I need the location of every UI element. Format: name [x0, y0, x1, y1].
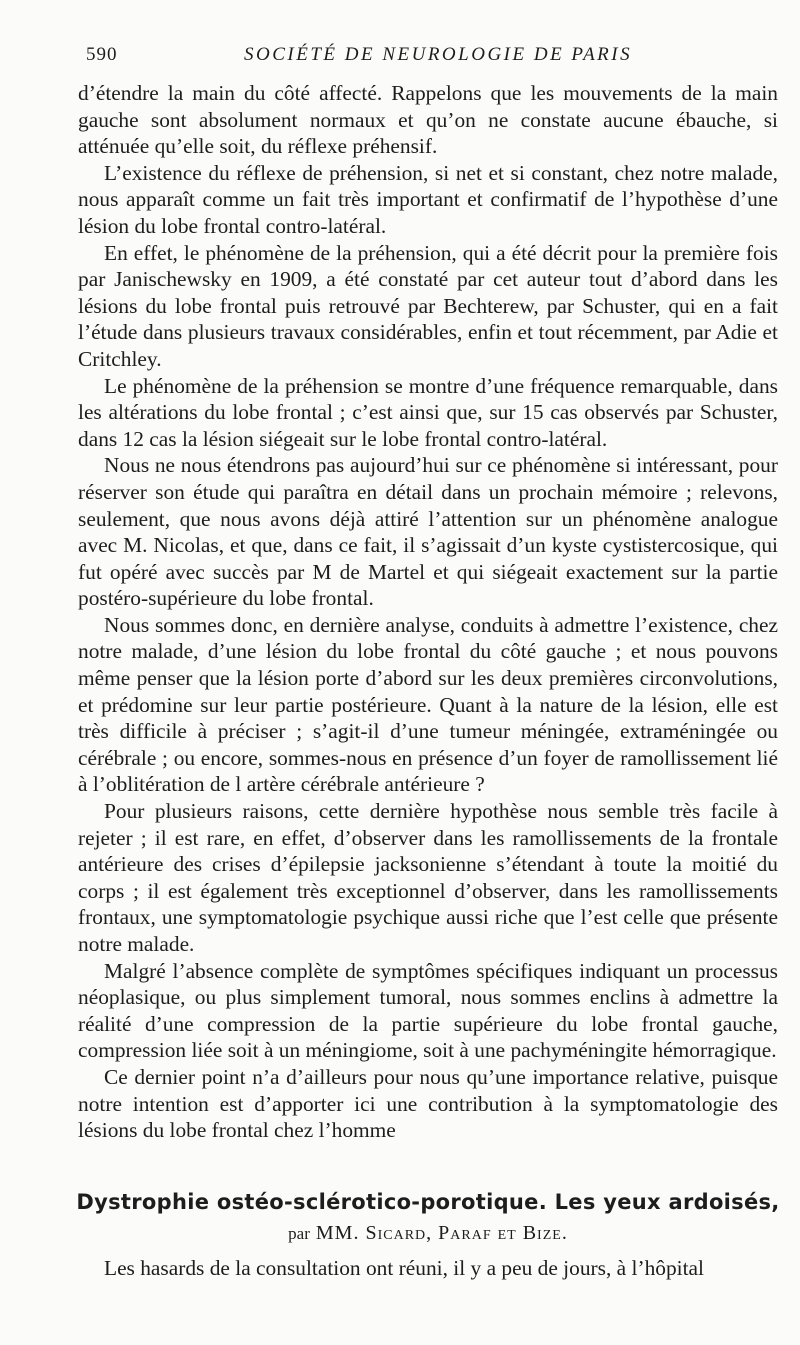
paragraph: L’existence du réflexe de préhension, si net et si constant, chez notre malade, nous apparaît comme un fait très important et confirmatif de l’hypothèse d’une lésion du lobe frontal contro-latéral. [78, 160, 778, 238]
paragraph: En effet, le phénomène de la préhension, qui a été décrit pour la première fois par Janischewsky en 1909, a été constaté par cet auteur tout d’abord dans les lésions du lobe frontal puis retrouvé par Bechterew, par Schuster, qui en a fait l’étude dans plusieurs travaux considérables, enfin et tout récemment, par Adie et Critchley. [78, 240, 778, 371]
paragraph: Le phénomène de la préhension se montre d’une fréquence remarquable, dans les altérations du lobe frontal ; c’est ainsi que, sur 15 cas observés par Schuster, dans 12 cas la lésion siégeait sur le lobe frontal contro-latéral. [78, 373, 778, 451]
paragraph: Nous sommes donc, en dernière analyse, conduits à admettre l’existence, chez notre malade, d’une lésion du lobe frontal du côté gauche ; et nous pouvons même penser que la lésion porte d’abord sur les deux premières circonvolutions, et prédomine sur leur partie postérieure. Quant à la nature de la lésion, elle est très difficile à préciser ; s’agit-il d’une tumeur méningée, extraméningée ou cérébrale ; ou encore, sommes-nous en présence d’un foyer de ramollissement lié à l’oblitération de l artère cérébrale antérieure ? [78, 612, 778, 797]
article-first-line: Les hasards de la consultation ont réuni, il y a peu de jours, à l’hôpital [104, 1256, 704, 1280]
paragraph: Ce dernier point n’a d’ailleurs pour nous qu’une importance relative, puisque notre intention est d’apporter ici une contribution à la symptomatologie des lésions du lobe frontal chez l’homme [78, 1064, 778, 1143]
article-authors [78, 1222, 778, 1245]
authors-names: MM. Sicard, Paraf et Bize. [315, 1222, 568, 1244]
paragraph: Malgré l’absence complète de symptômes spécifiques indiquant un processus néoplasique, ou plus simplement tumoral, nous sommes enclins à admettre la réalité d’une compression de la partie supérieure du lobe frontal gauche, compression liée soit à un méningiome, soit à une pachyméningite hémorragique. [78, 958, 778, 1063]
page-header [86, 44, 756, 68]
page-number: 590 [86, 44, 118, 65]
paragraph: Nous ne nous étendrons pas aujourd’hui sur ce phénomène si intéressant, pour réserver son étude qui paraîtra en détail dans un prochain mémoire ; relevons, seulement, que nous avons déjà attiré l’attention sur un phénomène analogue avec M. Nicolas, et que, dans ce fait, il s’agissait d’un kyste cystistercosique, qui fut opéré avec succès par M de Martel et qui siégeait exactement sur la partie postéro-supérieure du lobe frontal. [78, 453, 778, 611]
authors-prefix: par [288, 1224, 310, 1243]
body-text [78, 80, 778, 1144]
article-title: Dystrophie ostéo-sclérotico-porotique. Les yeux ardoisés, [76, 1190, 780, 1214]
running-head: SOCIÉTÉ DE NEUROLOGIE DE PARIS [244, 44, 633, 65]
paragraph: d’étendre la main du côté affecté. Rappelons que les mouvements de la main gauche sont absolument normaux et qu’on ne constate aucune ébauche, si atténuée qu’elle soit, du réflexe préhensif. [78, 81, 778, 159]
paragraph: Pour plusieurs raisons, cette dernière hypothèse nous semble très facile à rejeter ; il est rare, en effet, d’observer dans les ramollissements de la frontale antérieure des crises d’épilepsie jacksonienne s’étendant à toute la moitié du corps ; il est également très exceptionnel d’observer, dans les ramollissements frontaux, une symptomatologie psychique aussi riche que l’est celle que présente notre malade. [78, 799, 778, 956]
